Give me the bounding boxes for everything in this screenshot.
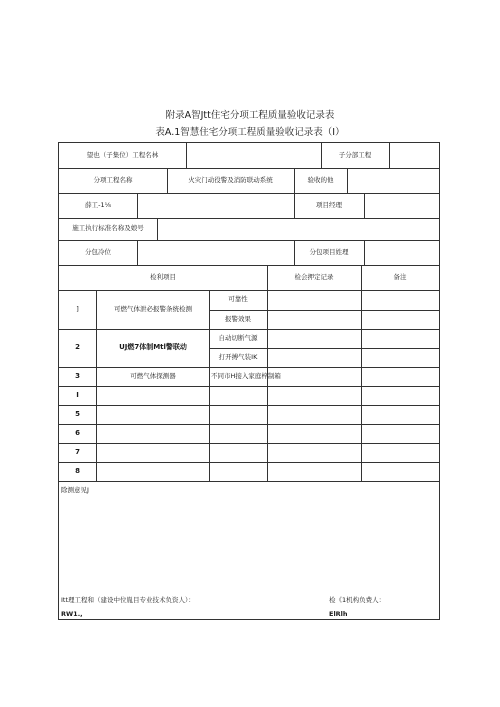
row-number: 6 [75,428,80,437]
project-name-label: 望也（子集位）工程名林 [86,150,159,159]
acceptance-part-label: 验收的他 [307,175,334,184]
row-number: 2 [75,343,80,352]
construction-unit-label: 薛工-1⅛ [85,200,111,209]
sub-division-label: 子分部工程 [338,150,372,159]
row-number: 3 [75,371,80,380]
row-sub-item: 可靠性 [228,295,248,304]
subcontract-unit-label: 分包冷位 [85,247,111,256]
row-sub-item: 自动切断气源 [218,333,258,342]
supervisor-signature-date: RW1., [61,610,83,618]
inspection-opinion-label: 除测意见J [61,486,89,494]
item-name-value: 火灾门动役警及消防联动系统 [188,175,273,184]
row-number: 7 [75,447,80,456]
row-sub-item: 打开搏气装IK [218,352,258,361]
row-item: 可燃气体探测器 [130,371,176,380]
row-item: UJ燃7体制Mtl警联动 [119,343,187,352]
supervisor-signature-label: Itt理工程和（建设中位胤目专业技术负资人）： [61,596,195,604]
row-sub-item: 报警效果 [225,314,251,323]
project-manager-label: 项目经理 [316,200,342,209]
row-number: ] [76,304,79,313]
inspector-signature-date: ElRlh [329,610,348,618]
document-title: 附录A智Jtt住宅分项工程质量验收记录表 [165,110,335,121]
self-check-header: 检会押定记录 [294,272,334,281]
remarks-header: 备注 [393,272,407,281]
subcontract-manager-label: 分包项目姓理 [309,247,349,256]
inspector-signature-label: 检《1机构负费人： [329,596,386,604]
acceptance-form [58,142,440,620]
table-title: 表A.1智慧住宅分项工程质量验收记录表（I） [155,127,345,138]
row-number: 5 [75,409,80,418]
row-sub-item: 不同市H接入家庭梓制箱 [211,371,281,380]
row-item: 可燃气体泄必报警条统检测 [114,304,192,313]
item-name-label: 分项工程名称 [93,175,133,184]
standard-label: 施工执行标准名称及娘号 [72,224,144,233]
check-items-header: 检利项目 [150,272,176,281]
row-number: 8 [75,466,80,475]
row-number: I [76,390,79,399]
